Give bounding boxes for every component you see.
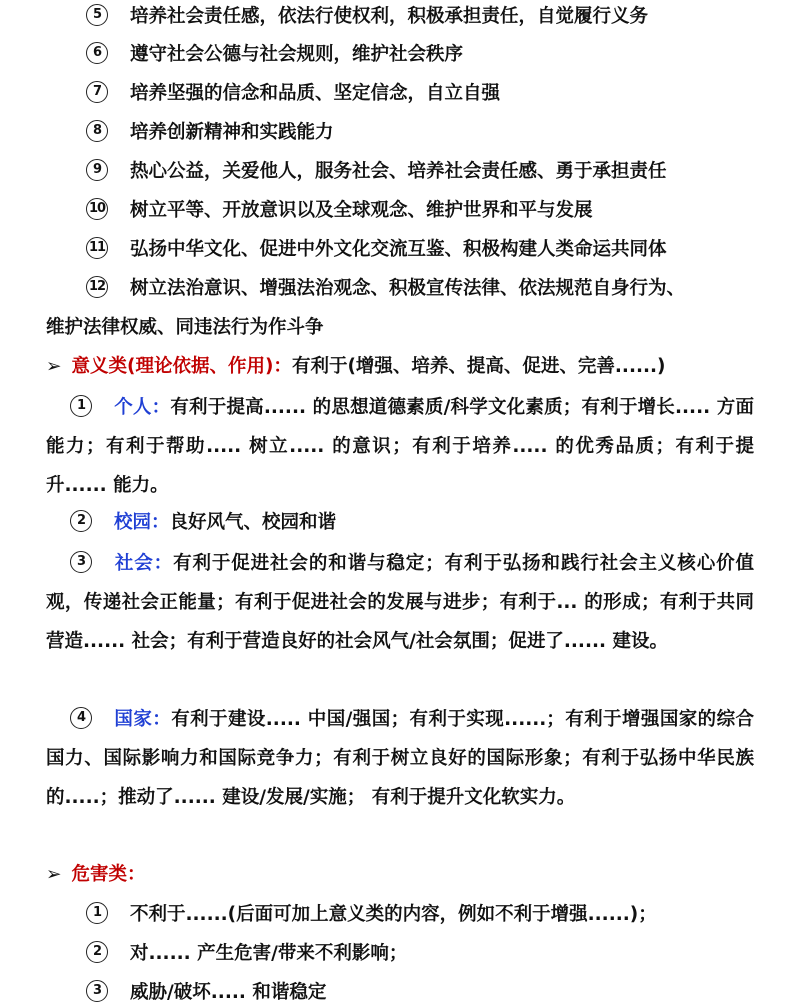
list-item — [86, 941, 794, 967]
personal-text: 有利于提高...... 的思想道德素质/科学文化素质；有利于增长..... 方面能力；有利于帮助..... 树立..... 的意识；有利于培养..... 的优秀品质；有利于提升...... 能力。 — [46, 397, 754, 496]
nation-paragraph — [46, 700, 754, 817]
personal-label: 个人： — [114, 397, 171, 418]
section-heading — [46, 354, 794, 380]
list-item — [86, 4, 794, 30]
item-text: 不利于......(后面可加上意义类的内容，例如不利于增强......)； — [130, 904, 657, 925]
arrow-icon: ➢ — [46, 356, 62, 377]
circled-number: 2 — [70, 510, 92, 532]
society-label: 社会： — [114, 553, 174, 574]
item-text: 弘扬中华文化、促进中外文化交流互鉴、积极构建人类命运共同体 — [130, 239, 667, 260]
nation-text: 有利于建设..... 中国/强国；有利于实现......；有利于增强国家的综合国力、国际影响力和国际竞争力；有利于树立良好的国际形象；有利于弘扬中华民族的.....；推动了...... 建设/发展/实施； 有利于提升文化软实力。 — [46, 709, 754, 808]
society-text: 有利于促进社会的和谐与稳定；有利于弘扬和践行社会主义核心价值观，传递社会正能量；有利于促进社会的发展与进步；有利于... 的形成；有利于共同营造...... 社会；有利于营造良好的社会风气/社会氛围；促进了...... 建设。 — [46, 553, 754, 652]
arrow-icon: ➢ — [46, 864, 62, 885]
campus-label: 校园： — [114, 512, 170, 533]
heading-tail: 有利于(增强、培养、提高、促进、完善......) — [291, 356, 666, 377]
list-item-continuation: 维护法律权威、同违法行为作斗争 — [46, 317, 324, 338]
list-item — [86, 276, 794, 302]
item-text: 培养坚强的信念和品质、坚定信念，自立自强 — [130, 83, 501, 104]
list-item — [86, 237, 794, 263]
item-text: 威胁/破坏..... 和谐稳定 — [130, 982, 327, 1003]
campus-line — [70, 510, 794, 536]
campus-text: 良好风气、校园和谐 — [169, 512, 337, 533]
item-text: 遵守社会公德与社会规则，维护社会秩序 — [130, 44, 464, 65]
list-item — [86, 120, 794, 146]
item-text: 树立平等、开放意识以及全球观念、维护世界和平与发展 — [130, 200, 593, 221]
circled-number: 5 — [86, 4, 108, 26]
personal-paragraph — [46, 388, 754, 505]
circled-number: 11 — [86, 237, 108, 259]
item-text: 培养创新精神和实践能力 — [130, 122, 334, 143]
list-item — [86, 980, 794, 1006]
list-item — [86, 81, 794, 107]
circled-number: 3 — [86, 980, 108, 1002]
circled-number: 10 — [86, 198, 108, 220]
circled-number: 2 — [86, 941, 108, 963]
circled-number: 7 — [86, 81, 108, 103]
circled-number: 9 — [86, 159, 108, 181]
circled-number: 3 — [70, 551, 92, 573]
list-item — [86, 159, 794, 185]
list-item — [86, 198, 794, 224]
circled-number: 6 — [86, 42, 108, 64]
item-text: 热心公益，关爱他人，服务社会、培养社会责任感、勇于承担责任 — [130, 161, 667, 182]
nation-label: 国家： — [114, 709, 172, 730]
circled-number: 8 — [86, 120, 108, 142]
circled-number: 12 — [86, 276, 108, 298]
section-heading — [46, 862, 794, 888]
item-text: 培养社会责任感，依法行使权利，积极承担责任，自觉履行义务 — [130, 6, 649, 27]
circled-number: 1 — [70, 395, 92, 417]
circled-number: 4 — [70, 707, 92, 729]
society-paragraph — [46, 544, 754, 661]
heading-label: 意义类(理论依据、作用)： — [71, 356, 292, 377]
list-item — [86, 902, 794, 928]
list-item — [86, 42, 794, 68]
item-text: 对...... 产生危害/带来不利影响； — [130, 943, 408, 964]
heading-label: 危害类： — [71, 864, 146, 885]
circled-number: 1 — [86, 902, 108, 924]
item-text: 树立法治意识、增强法治观念、积极宣传法律、依法规范自身行为、 — [130, 278, 686, 299]
